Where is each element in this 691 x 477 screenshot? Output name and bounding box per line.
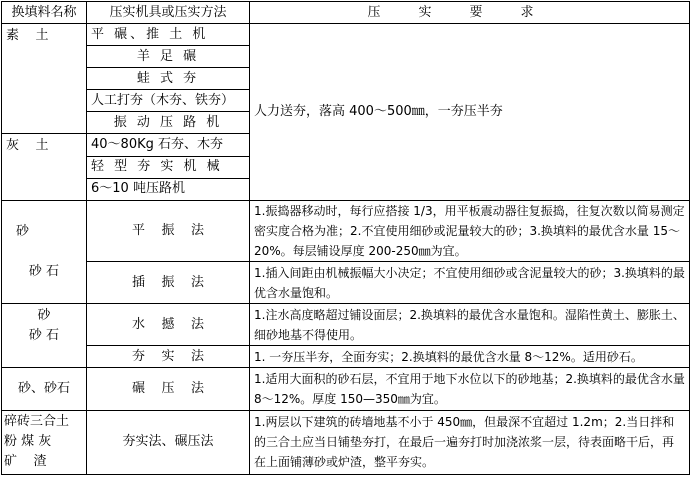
material-brick-lime-soil: 碎砖三合土 <box>4 414 70 430</box>
header-material-name: 换填料名称 <box>2 2 87 24</box>
requirement-brick-flyash-slag: 1.两层以下建筑的砖墙地基不小于 450㎜，但最深不宜超过 1.2m；2.当日拌和的三合土应当日铺垫夯打，在最后一遍夯打时加浇浓浆一层，待表面略干后，再在上面铺薄砂或炉渣，整平夯实。 <box>250 410 690 474</box>
method-vibratory-roller: 振 动 压 路 机 <box>87 112 250 134</box>
method-frog-rammer: 蛙 式 夯 <box>87 68 250 90</box>
table-row <box>2 200 690 261</box>
material-plain-soil: 素 土 <box>2 24 87 134</box>
requirement-insert-vibration: 1.插入间距由机械振幅大小决定；不宜使用细砂或含泥量较大的砂；3.换填料的最优含水量饱和。 <box>250 261 690 303</box>
table-row <box>2 304 690 346</box>
material-fly-ash: 粉 煤 灰 <box>4 434 52 450</box>
material-lime-soil: 灰 土 <box>2 134 87 200</box>
method-flat-vibration: 平 振 法 <box>87 200 250 261</box>
material-slag: 矿 渣 <box>4 454 47 470</box>
method-sheepsfoot-roller: 羊 足 碾 <box>87 46 250 68</box>
requirement-tamping: 1. 一夯压半夯，全面夯实；2.换填料的最优含水量 8～12%。适用砂石。 <box>250 346 690 368</box>
method-rolling: 碾 压 法 <box>87 368 250 410</box>
method-stone-wood-rammer: 40～80Kg 石夯、木夯 <box>87 134 250 156</box>
material-sand-label: 砂 <box>16 223 30 239</box>
requirement-rolling: 1.适用大面积的砂石层，不宜用于地下水位以下的砂地基；2.换填料的最优含水量 8～12%。厚度 150—350㎜为宜。 <box>250 368 690 410</box>
requirement-water-tamping: 1.注水高度略超过铺设面层；2.换填料的最优含水量饱和。湿陷性黄土、膨胀土、细砂地基不得使用。 <box>250 304 690 346</box>
method-water-tamping: 水 撼 法 <box>87 304 250 346</box>
material-sand-sandstone-b <box>2 304 87 368</box>
table-row <box>2 368 690 410</box>
header-compaction-method: 压实机具或压实方法 <box>87 2 250 24</box>
header-compaction-requirement: 压实要求 <box>250 2 690 24</box>
material-sandstone-label: 砂 石 <box>28 263 60 279</box>
method-tamping: 夯 实 法 <box>87 346 250 368</box>
method-manual-tamping: 人工打夯（木夯、铁夯） <box>87 90 250 112</box>
table-row <box>2 346 690 368</box>
material-sand-label: 砂 <box>37 308 51 324</box>
material-sand-sandstone-a <box>2 200 87 303</box>
requirement-soil: 人力送夯，落高 400～500㎜，一夯压半夯 <box>250 24 690 201</box>
method-light-tamping-machine: 轻 型 夯 实 机 械 <box>87 156 250 178</box>
method-road-roller: 6～10 吨压路机 <box>87 178 250 200</box>
compaction-requirements-table <box>1 1 690 475</box>
table-row <box>2 24 690 46</box>
table-row <box>2 410 690 474</box>
material-sandstone-label: 砂 石 <box>28 328 60 344</box>
method-flat-roller-bulldozer: 平 碾、推 土 机 <box>87 24 250 46</box>
table-row <box>2 261 690 303</box>
method-tamp-and-roll: 夯实法、碾压法 <box>87 410 250 474</box>
header-row <box>2 2 690 24</box>
requirement-flat-vibration: 1.振捣器移动时，每行应搭接 1/3，用平板震动器往复振捣，往复次数以简易测定密实度合格为准；2.不宜使用细砂或泥量较大的砂；3.换填料的最优含水量 15～20%。每层铺设厚度 200-250㎜为宜。 <box>250 200 690 261</box>
material-sand-gravel: 砂、砂石 <box>2 368 87 410</box>
material-brick-flyash-slag <box>2 410 87 474</box>
method-insert-vibration: 插 振 法 <box>87 261 250 303</box>
